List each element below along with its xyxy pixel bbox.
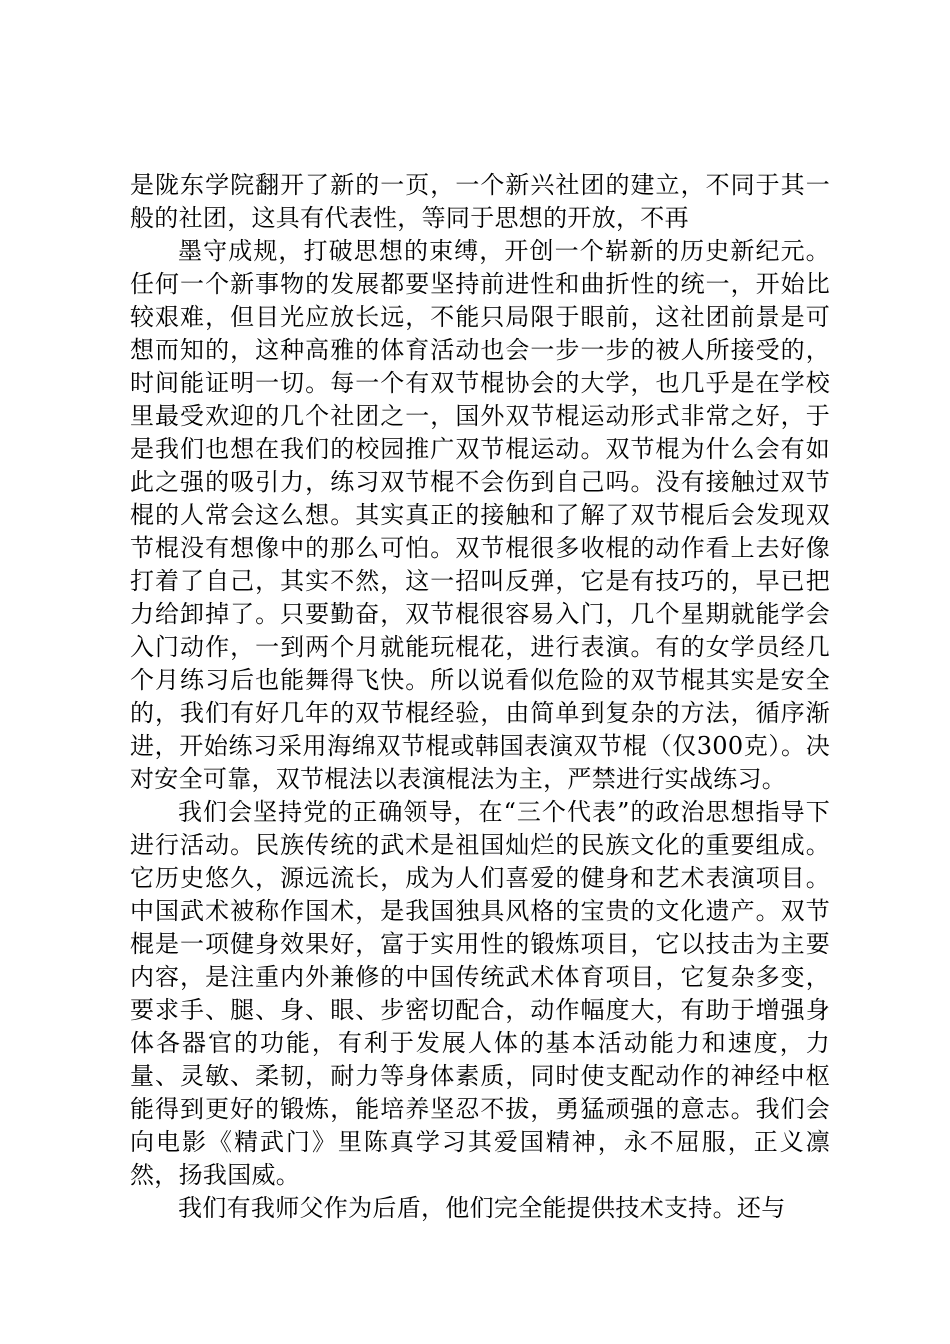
document-body <box>130 169 830 1225</box>
paragraph-4: 我们有我师父作为后盾，他们完全能提供技术支持。还与 <box>178 1194 786 1222</box>
paragraph-2: 墨守成规，打破思想的束缚，开创一个崭新的历史新纪元。任何一个新事物的发展都要坚持前进性和曲折性的统一，开始比较艰难，但目光应放长远，不能只局限于眼前，这社团前景是可想而知的，这种高雅的体育活动也会一步一步的被人所接受的，时间能证明一切。每一个有双节棍协会的大学，也几乎是在学校里最受欢迎的几个社团之一，国外双节棍运动形式非常之好，于是我们也想在我们的校园推广双节棍运动。双节棍为什么会有如此之强的吸引力，练习双节棍不会伤到自己吗。没有接触过双节棍的人常会这么想。其实真正的接触和了解了双节棍后会发现双节棍没有想像中的那么可怕。双节棍很多收棍的动作看上去好像打着了自己，其实不然，这一招叫反弹，它是有技巧的，早已把力给卸掉了。只要勤奋，双节棍很容易入门，几个星期就能学会入门动作，一到两个月就能玩棍花，进行表演。有的女学员经几个月练习后也能舞得飞快。所以说看似危险的双节棍其实是安全的，我们有好几年的双节棍经验，由简单到复杂的方法，循序渐进，开始练习采用海绵双节棍或韩国表演双节棍（仅300克）。决对安全可靠，双节棍法以表演棍法为主，严禁进行实战练习。 <box>130 237 830 793</box>
paragraph-1: 是陇东学院翻开了新的一页，一个新兴社团的建立，不同于其一般的社团，这具有代表性，等同于思想的开放，不再 <box>130 171 830 232</box>
paragraph-3: 我们会坚持党的正确领导，在“三个代表”的政治思想指导下进行活动。民族传统的武术是祖国灿烂的民族文化的重要组成。它历史悠久，源远流长，成为人们喜爱的健身和艺术表演项目。中国武术被称作国术，是我国独具风格的宝贵的文化遗产。双节棍是一项健身效果好，富于实用性的锻炼项目，它以技击为主要内容，是注重内外兼修的中国传统武术体育项目，它复杂多变，要求手、腿、身、眼、步密切配合，动作幅度大，有助于增强身体各器官的功能，有利于发展人体的基本活动能力和速度，力量、灵敏、柔韧，耐力等身体素质，同时使支配动作的神经中枢能得到更好的锻炼，能培养坚忍不拔，勇猛顽强的意志。我们会向电影《精武门》里陈真学习其爱国精神，永不屈服，正义凛然，扬我国威。 <box>130 798 830 1189</box>
